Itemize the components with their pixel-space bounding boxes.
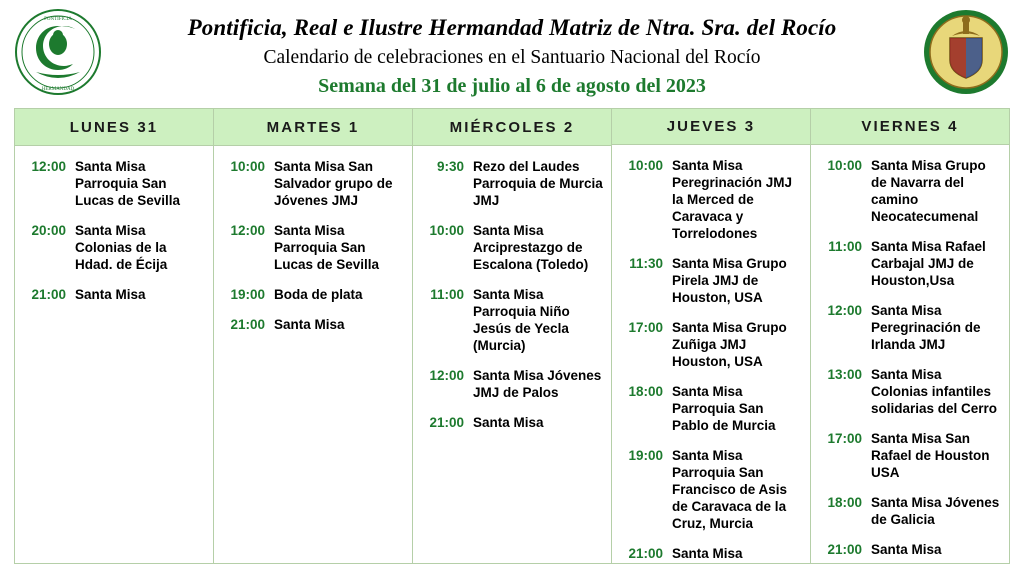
list-item (819, 430, 1001, 481)
header-text-block (110, 14, 914, 99)
column-header-tuesday: MARTES 1 (214, 109, 412, 146)
list-item (421, 367, 603, 401)
column-events-friday (811, 145, 1009, 563)
event-description: Santa Misa Jóvenes JMJ de Palos (473, 368, 602, 400)
list-item (222, 222, 404, 273)
event-time: 21:00 (429, 415, 464, 430)
event-description: Rezo del Laudes Parroquia de Murcia JMJ (473, 159, 603, 208)
column-header-thursday: JUEVES 3 (612, 109, 810, 145)
event-description: Santa Misa Grupo Zuñiga JMJ Houston, USA (672, 319, 787, 369)
list-item (222, 158, 404, 209)
week-range-label: Semana del 31 de julio al 6 de agosto del 2023 (318, 75, 706, 97)
event-time: 9:30 (436, 159, 464, 174)
event-time: 18:00 (628, 383, 663, 399)
event-time: 10:00 (628, 157, 663, 173)
event-description: Santa Misa Peregrinación JMJ la Merced de Caravaca y Torrelodones (672, 157, 793, 241)
event-time: 19:00 (230, 287, 265, 302)
list-item (819, 238, 1001, 289)
list-item (620, 157, 802, 242)
event-time: 19:00 (628, 447, 663, 463)
list-item (819, 302, 1001, 353)
event-description: Santa Misa Peregrinación de Irlanda JMJ (871, 302, 981, 352)
event-time: 12:00 (429, 368, 464, 383)
event-time: 20:00 (31, 223, 66, 238)
page-subtitle: Calendario de celebraciones en el Santuario Nacional del Rocío (263, 47, 761, 68)
svg-text:PONTIFICIA: PONTIFICIA (44, 17, 72, 22)
column-events-wednesday (413, 146, 611, 563)
list-item (421, 158, 603, 209)
event-description: Boda de plata (274, 287, 363, 302)
page-title: Pontificia, Real e Ilustre Hermandad Matriz de Ntra. Sra. del Rocío (187, 15, 837, 40)
event-description: Santa Misa Parroquia San Pablo de Murcia (672, 383, 776, 433)
event-time: 21:00 (827, 541, 862, 557)
event-description: Santa Misa (473, 415, 544, 430)
list-item (23, 222, 205, 273)
list-item (620, 319, 802, 370)
event-description: Santa Misa Grupo Pirela JMJ de Houston, USA (672, 255, 787, 305)
event-description: Santa Misa Grupo de Navarra del camino Neocatecumenal (871, 157, 986, 224)
list-item (620, 545, 802, 562)
list-item (819, 366, 1001, 417)
event-description: Santa Misa Parroquia San Lucas de Sevilla (274, 223, 380, 272)
list-item (222, 286, 404, 303)
event-description: Santa Misa Parroquia San Lucas de Sevilla (75, 159, 181, 208)
event-time: 17:00 (628, 319, 663, 335)
event-time: 13:00 (827, 366, 862, 382)
svg-text:HERMANDAD: HERMANDAD (41, 87, 75, 92)
column-header-friday: VIERNES 4 (811, 109, 1009, 145)
poster-header (0, 0, 1024, 106)
calendar-column-monday (15, 109, 214, 563)
list-item (620, 255, 802, 306)
list-item (421, 286, 603, 354)
calendar-column-thursday (612, 109, 811, 563)
list-item (620, 383, 802, 434)
calendar-column-tuesday (214, 109, 413, 563)
event-time: 10:00 (429, 223, 464, 238)
event-time: 21:00 (230, 317, 265, 332)
list-item (23, 158, 205, 209)
event-description: Santa Misa San Rafael de Houston USA (871, 430, 990, 480)
event-time: 18:00 (827, 494, 862, 510)
list-item (23, 286, 205, 303)
event-description: Santa Misa (672, 545, 743, 561)
list-item (819, 541, 1001, 558)
hermandad-matriz-crest-icon (14, 8, 102, 96)
calendar-column-friday (811, 109, 1009, 563)
event-time: 11:00 (430, 287, 464, 302)
event-time: 12:00 (230, 223, 265, 238)
list-item (222, 316, 404, 333)
weekly-calendar-table (14, 108, 1010, 564)
list-item (620, 447, 802, 532)
list-item (421, 414, 603, 431)
event-description: Santa Misa Colonias infantiles solidarias del Cerro (871, 366, 998, 416)
list-item (819, 157, 1001, 225)
column-events-tuesday (214, 146, 412, 563)
column-events-monday (15, 146, 213, 563)
event-time: 11:00 (828, 238, 862, 254)
event-time: 10:00 (230, 159, 265, 174)
event-description: Santa Misa Arciprestazgo de Escalona (Toledo) (473, 223, 589, 272)
event-description: Santa Misa Colonias de la Hdad. de Écija (75, 223, 168, 272)
event-description: Santa Misa Jóvenes de Galicia (871, 494, 1000, 527)
event-time: 21:00 (628, 545, 663, 561)
event-time: 12:00 (31, 159, 66, 174)
event-time: 21:00 (31, 287, 66, 302)
column-header-wednesday: MIÉRCOLES 2 (413, 109, 611, 146)
event-time: 17:00 (827, 430, 862, 446)
event-description: Santa Misa Parroquia San Francisco de Asis de Caravaca de la Cruz, Murcia (672, 447, 788, 531)
column-events-thursday (612, 145, 810, 563)
event-time: 10:00 (827, 157, 862, 173)
event-time: 12:00 (827, 302, 862, 318)
event-description: Santa Misa Rafael Carbajal JMJ de Houston,Usa (871, 238, 986, 288)
column-header-monday: LUNES 31 (15, 109, 213, 146)
event-description: Santa Misa (274, 317, 345, 332)
event-time: 11:30 (629, 255, 663, 271)
calendar-column-wednesday (413, 109, 612, 563)
event-description: Santa Misa Parroquia Niño Jesús de Yecla (Murcia) (473, 287, 570, 353)
list-item (421, 222, 603, 273)
event-description: Santa Misa (871, 541, 942, 557)
royal-coat-of-arms-icon (922, 8, 1010, 96)
event-description: Santa Misa San Salvador grupo de Jóvenes JMJ (274, 159, 393, 208)
list-item (819, 494, 1001, 528)
event-description: Santa Misa (75, 287, 146, 302)
